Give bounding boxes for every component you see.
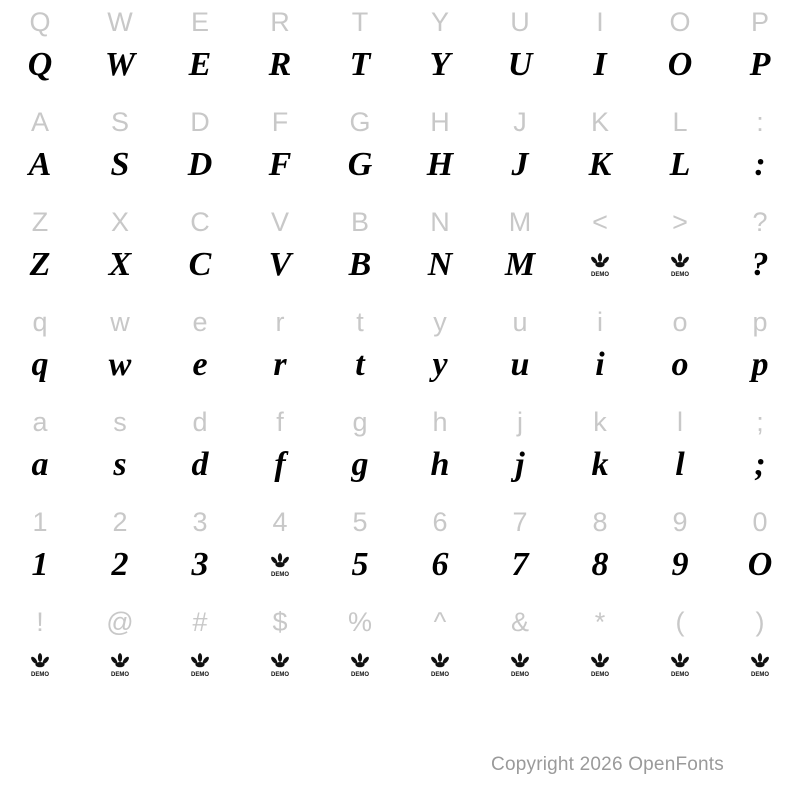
glyph-cell[interactable]: [560, 400, 640, 500]
key-label: T: [351, 7, 369, 37]
glyph-sample: 3: [191, 546, 209, 583]
glyph-sample: 2: [111, 546, 129, 583]
glyph-cell[interactable]: [560, 500, 640, 600]
glyph-cell[interactable]: [0, 400, 80, 500]
key-label: o: [672, 307, 688, 337]
glyph-sample: e: [192, 346, 208, 383]
glyph-cell[interactable]: [160, 500, 240, 600]
glyph-sample: f: [274, 446, 286, 483]
glyph-cell[interactable]: [480, 500, 560, 600]
key-label: :: [756, 107, 764, 137]
key-label: t: [356, 307, 364, 337]
glyph-cell-locked[interactable]: [560, 600, 640, 700]
glyph-cell[interactable]: [720, 400, 800, 500]
svg-text:DEMO: DEMO: [511, 672, 529, 678]
glyph-sample: P: [749, 46, 771, 83]
key-label: r: [275, 307, 285, 337]
glyph-sample: u: [510, 346, 530, 383]
glyph-cell[interactable]: [80, 500, 160, 600]
glyph-sample: 9: [671, 546, 689, 583]
key-label: 8: [592, 507, 608, 537]
key-label: 5: [352, 507, 368, 537]
key-label: u: [512, 307, 528, 337]
svg-text:DEMO: DEMO: [591, 272, 609, 278]
glyph-cell[interactable]: [80, 400, 160, 500]
glyph-cell[interactable]: [720, 200, 800, 300]
demo-lock-flower-icon: [720, 642, 800, 688]
glyph-sample: 8: [591, 546, 609, 583]
svg-text:DEMO: DEMO: [431, 672, 449, 678]
glyph-sample: a: [31, 446, 49, 483]
glyph-cell[interactable]: [640, 500, 720, 600]
key-label: d: [192, 407, 208, 437]
glyph-cell[interactable]: [480, 0, 560, 100]
svg-text:DEMO: DEMO: [591, 672, 609, 678]
key-label: 4: [272, 507, 288, 537]
glyph-cell[interactable]: [640, 0, 720, 100]
glyph-cell[interactable]: [240, 300, 320, 400]
glyph-cell[interactable]: [240, 200, 320, 300]
glyph-cell[interactable]: [240, 100, 320, 200]
key-label: !: [36, 607, 44, 637]
glyph-sample: i: [595, 346, 605, 383]
key-label: a: [32, 407, 48, 437]
key-label: @: [106, 607, 134, 637]
key-label: C: [190, 207, 210, 237]
glyph-sample: w: [108, 346, 132, 383]
glyph-sample: T: [349, 46, 371, 83]
glyph-cell[interactable]: [0, 300, 80, 400]
demo-lock-flower-icon: [0, 642, 80, 688]
glyph-sample: K: [588, 146, 612, 183]
glyph-cell[interactable]: [0, 100, 80, 200]
key-label: Y: [430, 7, 449, 37]
glyph-cell-locked[interactable]: [640, 600, 720, 700]
glyph-sample: Y: [429, 46, 451, 83]
key-label: U: [510, 7, 530, 37]
key-label: ;: [756, 407, 764, 437]
key-label: l: [677, 407, 683, 437]
glyph-cell[interactable]: [480, 200, 560, 300]
glyph-sample: 6: [431, 546, 449, 583]
svg-text:DEMO: DEMO: [271, 672, 289, 678]
glyph-sample: I: [593, 46, 607, 83]
glyph-sample: k: [591, 446, 609, 483]
glyph-sample: R: [268, 46, 292, 83]
glyph-sample: p: [751, 346, 769, 383]
glyph-cell-locked[interactable]: [240, 500, 320, 600]
key-label: s: [113, 407, 127, 437]
glyph-sample: 7: [511, 546, 529, 583]
key-label: ?: [752, 207, 768, 237]
glyph-sample: Q: [27, 46, 53, 83]
key-label: N: [430, 207, 450, 237]
glyph-sample: C: [188, 246, 212, 283]
glyph-sample: t: [355, 346, 365, 383]
glyph-cell-locked[interactable]: [720, 600, 800, 700]
glyph-sample: y: [432, 346, 448, 383]
glyph-cell-locked[interactable]: [480, 600, 560, 700]
key-label: H: [430, 107, 450, 137]
glyph-sample: j: [515, 446, 525, 483]
glyph-sample: V: [268, 246, 292, 283]
glyph-cell[interactable]: [80, 200, 160, 300]
glyph-sample: F: [268, 146, 292, 183]
glyph-cell[interactable]: [80, 300, 160, 400]
key-label: P: [750, 7, 769, 37]
glyph-sample: W: [104, 46, 136, 83]
glyph-sample: J: [511, 146, 529, 183]
glyph-sample: ?: [751, 246, 769, 283]
svg-text:DEMO: DEMO: [111, 672, 129, 678]
key-label: M: [508, 207, 532, 237]
key-label: 9: [672, 507, 688, 537]
glyph-cell[interactable]: [320, 400, 400, 500]
key-label: p: [752, 307, 768, 337]
glyph-cell[interactable]: [320, 100, 400, 200]
glyph-cell[interactable]: [560, 300, 640, 400]
key-label: L: [672, 107, 688, 137]
svg-text:DEMO: DEMO: [751, 672, 769, 678]
glyph-cell[interactable]: [400, 0, 480, 100]
demo-lock-flower-icon: [560, 242, 640, 288]
svg-text:DEMO: DEMO: [31, 672, 49, 678]
key-label: O: [669, 7, 691, 37]
glyph-cell[interactable]: [400, 100, 480, 200]
glyph-cell[interactable]: [720, 100, 800, 200]
svg-text:DEMO: DEMO: [191, 672, 209, 678]
glyph-sample: H: [426, 146, 454, 183]
key-label: Q: [29, 7, 51, 37]
glyph-cell[interactable]: [320, 300, 400, 400]
glyph-cell-locked[interactable]: [240, 600, 320, 700]
key-label: A: [30, 107, 49, 137]
glyph-sample: o: [671, 346, 689, 383]
key-label: >: [672, 207, 688, 237]
glyph-cell-locked[interactable]: [160, 600, 240, 700]
demo-lock-flower-icon: [320, 642, 400, 688]
glyph-cell[interactable]: [320, 500, 400, 600]
glyph-cell[interactable]: [0, 500, 80, 600]
key-label: S: [110, 107, 129, 137]
glyph-cell[interactable]: [160, 100, 240, 200]
glyph-cell[interactable]: [400, 500, 480, 600]
demo-lock-flower-icon: [480, 642, 560, 688]
key-label: Z: [31, 207, 49, 237]
key-label: D: [190, 107, 210, 137]
glyph-sample: U: [507, 46, 533, 83]
key-label: %: [347, 607, 372, 637]
glyph-cell[interactable]: [400, 200, 480, 300]
glyph-cell[interactable]: [560, 100, 640, 200]
glyph-sample: O: [747, 546, 773, 583]
glyph-cell[interactable]: [0, 200, 80, 300]
key-label: f: [276, 407, 284, 437]
key-label: k: [593, 407, 607, 437]
glyph-cell-locked[interactable]: [400, 600, 480, 700]
glyph-sample: G: [347, 146, 373, 183]
glyph-cell[interactable]: [80, 0, 160, 100]
key-label: R: [270, 7, 290, 37]
glyph-cell[interactable]: [320, 0, 400, 100]
key-label: 1: [32, 507, 48, 537]
key-label: V: [270, 207, 289, 237]
svg-text:DEMO: DEMO: [671, 672, 689, 678]
glyph-cell[interactable]: [160, 0, 240, 100]
glyph-cell[interactable]: [480, 300, 560, 400]
key-label: j: [517, 407, 523, 437]
glyph-sample: d: [191, 446, 209, 483]
glyph-sample: g: [351, 446, 369, 483]
glyph-cell-locked[interactable]: [560, 200, 640, 300]
demo-lock-flower-icon: [80, 642, 160, 688]
svg-text:DEMO: DEMO: [351, 672, 369, 678]
glyph-sample: ;: [754, 446, 766, 483]
glyph-cell[interactable]: [240, 400, 320, 500]
glyph-cell[interactable]: [640, 100, 720, 200]
key-label: F: [271, 107, 289, 137]
key-label: K: [590, 107, 609, 137]
key-label: J: [513, 107, 527, 137]
key-label: ^: [433, 607, 447, 637]
glyph-sample: 5: [351, 546, 369, 583]
glyph-sample: Z: [29, 246, 51, 283]
key-label: #: [192, 607, 208, 637]
key-label: W: [107, 7, 133, 37]
key-label: B: [350, 207, 369, 237]
key-label: g: [352, 407, 368, 437]
glyph-sample: N: [427, 246, 453, 283]
key-label: &: [510, 607, 529, 637]
glyph-cell[interactable]: [320, 200, 400, 300]
glyph-sample: s: [113, 446, 127, 483]
glyph-sample: :: [754, 146, 766, 183]
glyph-cell-locked[interactable]: [320, 600, 400, 700]
glyph-cell[interactable]: [160, 400, 240, 500]
glyph-cell[interactable]: [640, 400, 720, 500]
key-label: 6: [432, 507, 448, 537]
glyph-sample: L: [669, 146, 691, 183]
glyph-cell[interactable]: [720, 0, 800, 100]
glyph-cell[interactable]: [640, 300, 720, 400]
glyph-cell[interactable]: [240, 0, 320, 100]
demo-lock-flower-icon: [560, 642, 640, 688]
key-label: E: [190, 7, 209, 37]
key-label: 7: [512, 507, 528, 537]
svg-text:DEMO: DEMO: [671, 272, 689, 278]
glyph-cell-locked[interactable]: [0, 600, 80, 700]
key-label: q: [32, 307, 48, 337]
key-label: 3: [192, 507, 208, 537]
glyph-sample: A: [28, 146, 52, 183]
key-label: ): [755, 607, 765, 637]
glyph-cell[interactable]: [160, 200, 240, 300]
glyph-sample: r: [273, 346, 287, 383]
svg-text:DEMO: DEMO: [271, 572, 289, 578]
glyph-sample: q: [31, 346, 49, 383]
glyph-cell-locked[interactable]: [80, 600, 160, 700]
copyright-notice: Copyright 2026 OpenFonts: [491, 754, 724, 775]
glyph-cell[interactable]: [480, 400, 560, 500]
glyph-sample: B: [348, 246, 372, 283]
glyph-sample: M: [504, 246, 536, 283]
key-label: $: [272, 607, 288, 637]
glyph-cell[interactable]: [720, 300, 800, 400]
glyph-cell[interactable]: [80, 100, 160, 200]
glyph-sample: S: [110, 146, 130, 183]
glyph-cell[interactable]: [720, 500, 800, 600]
glyph-cell[interactable]: [400, 300, 480, 400]
glyph-sample: 1: [31, 546, 49, 583]
glyph-cell[interactable]: [480, 100, 560, 200]
glyph-cell[interactable]: [160, 300, 240, 400]
demo-lock-flower-icon: [640, 242, 720, 288]
glyph-cell[interactable]: [400, 400, 480, 500]
key-label: h: [432, 407, 448, 437]
glyph-sample: l: [675, 446, 685, 483]
key-label: 0: [752, 507, 768, 537]
glyph-cell[interactable]: [0, 0, 80, 100]
key-label: y: [433, 307, 447, 337]
key-label: <: [592, 207, 608, 237]
demo-lock-flower-icon: [160, 642, 240, 688]
glyph-cell-locked[interactable]: [640, 200, 720, 300]
key-label: I: [596, 7, 604, 37]
key-label: G: [349, 107, 371, 137]
key-label: w: [110, 307, 130, 337]
key-label: e: [192, 307, 208, 337]
key-label: i: [597, 307, 603, 337]
key-label: *: [594, 607, 606, 637]
demo-lock-flower-icon: [640, 642, 720, 688]
glyph-cell[interactable]: [560, 0, 640, 100]
glyph-sample: O: [667, 46, 693, 83]
glyph-sample: X: [108, 246, 132, 283]
demo-lock-flower-icon: [240, 642, 320, 688]
demo-lock-flower-icon: [240, 542, 320, 588]
glyph-sample: h: [430, 446, 450, 483]
key-label: X: [110, 207, 129, 237]
glyph-sample: D: [187, 146, 213, 183]
key-label: (: [675, 607, 685, 637]
key-label: 2: [112, 507, 128, 537]
demo-lock-flower-icon: [400, 642, 480, 688]
glyph-sample: E: [188, 46, 212, 83]
